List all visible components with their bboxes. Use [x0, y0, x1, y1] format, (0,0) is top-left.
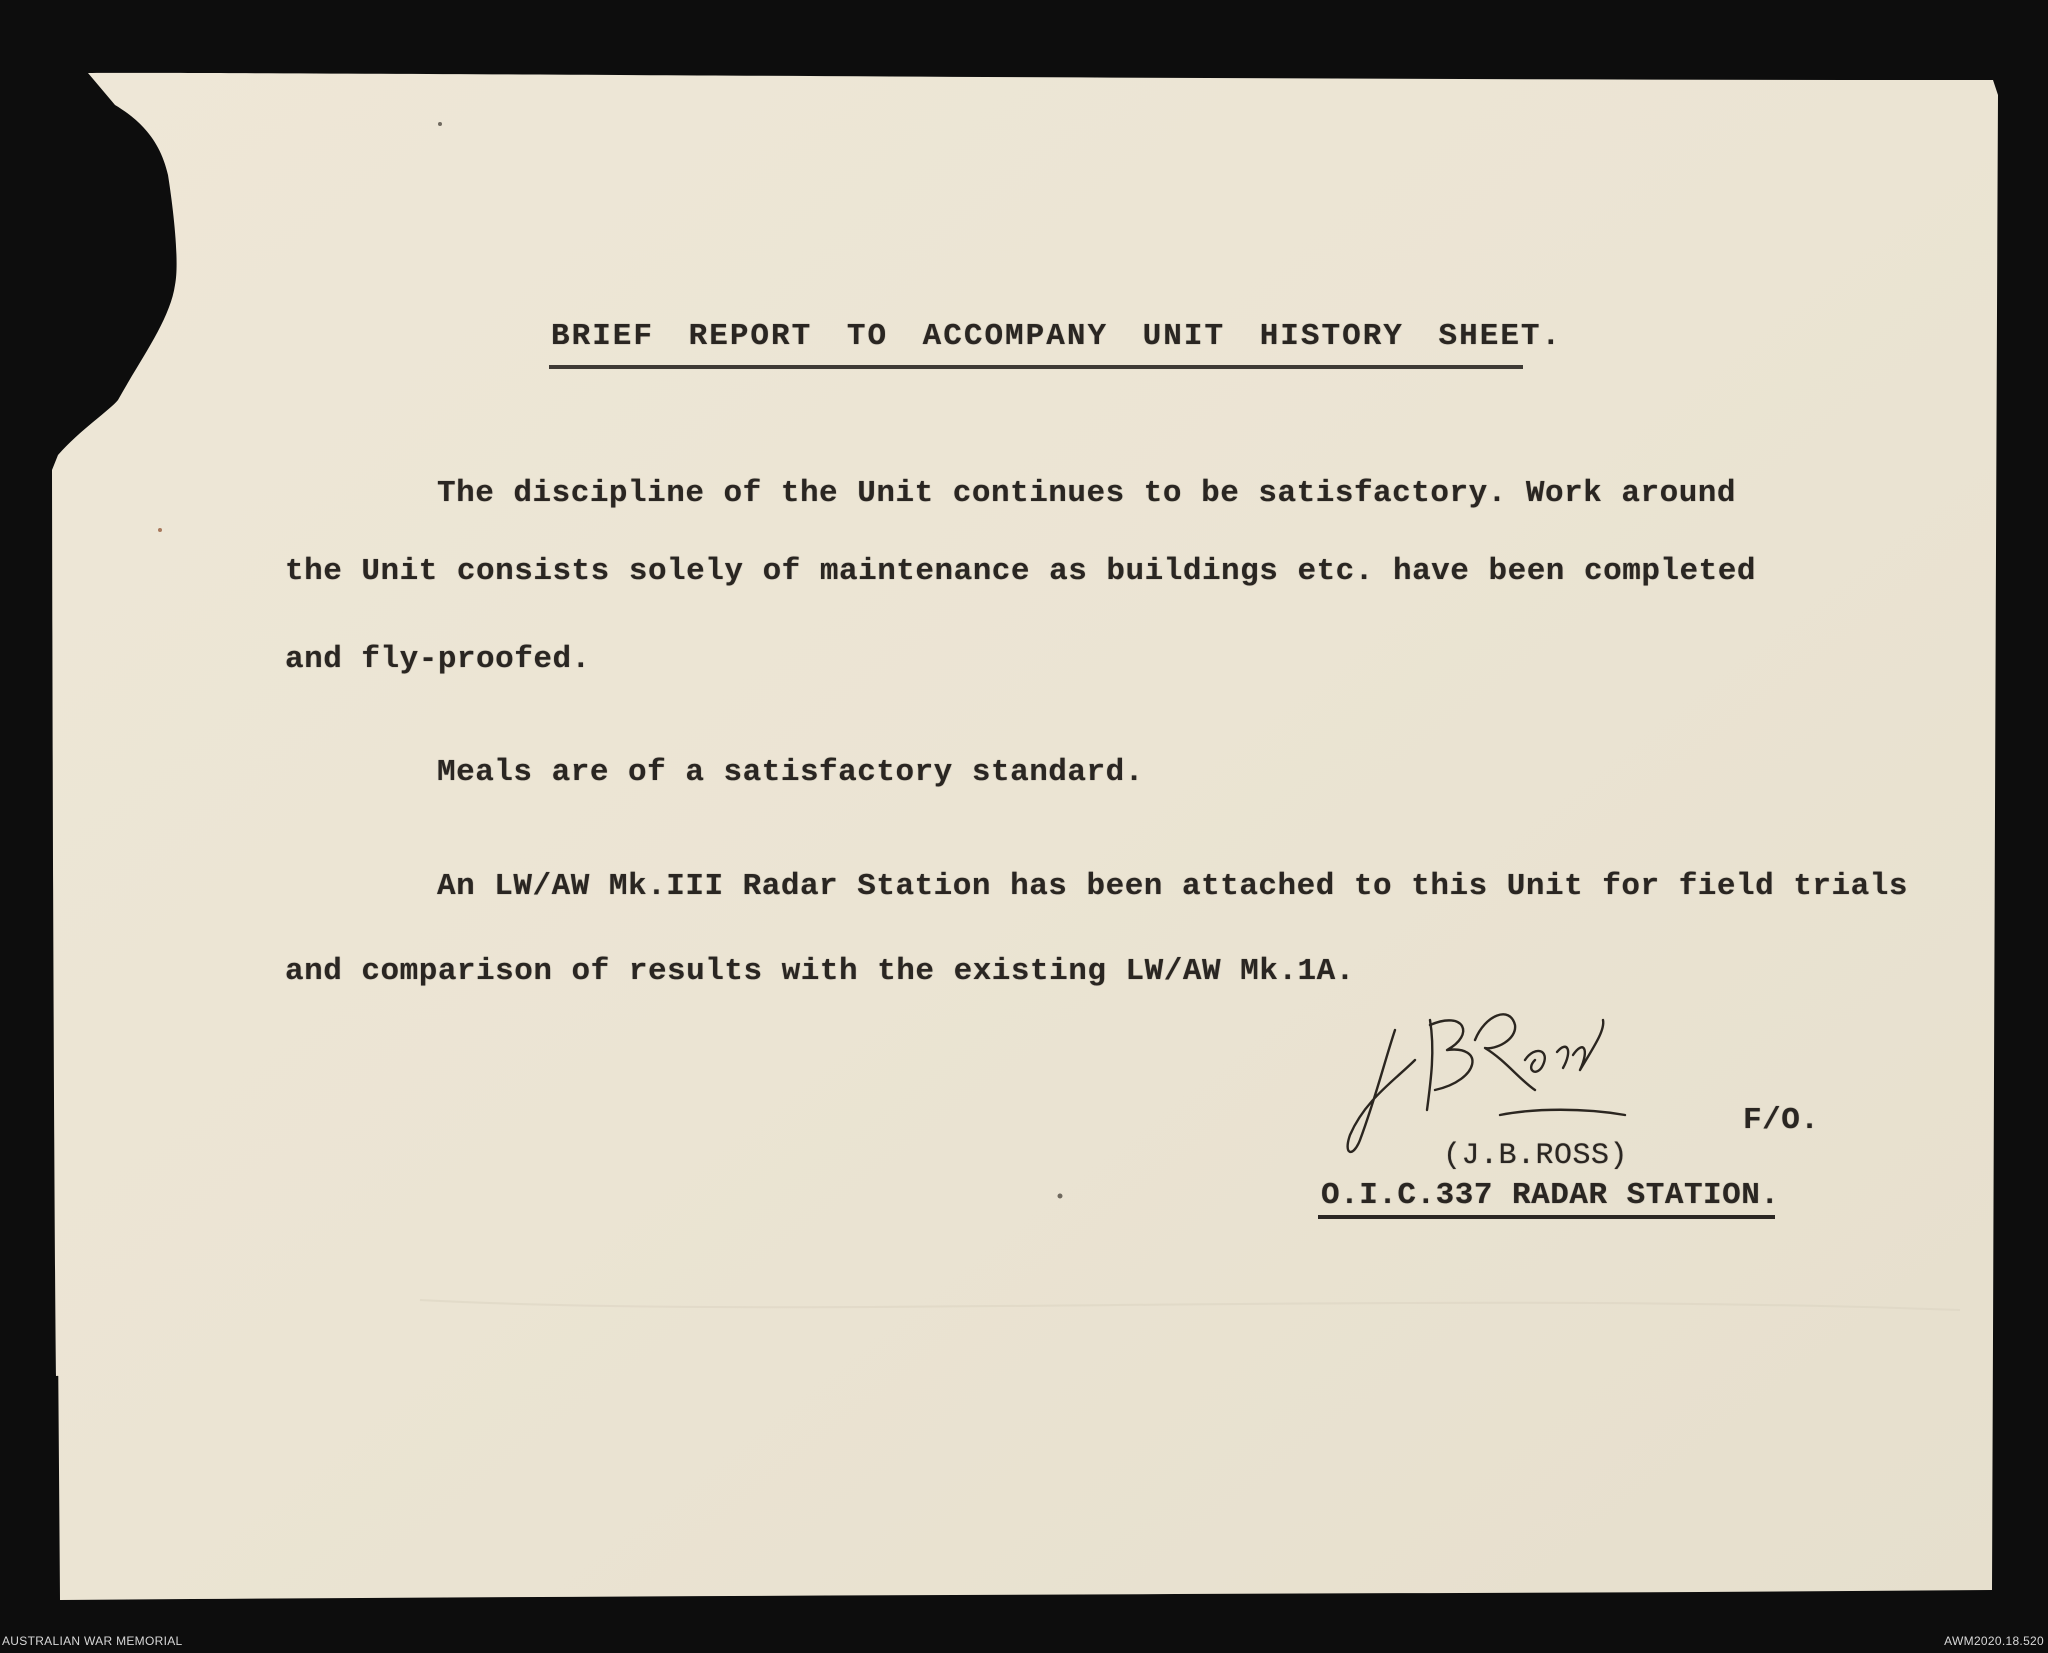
paper-speck	[438, 122, 442, 126]
signee-position: O.I.C.337 RADAR STATION.	[1321, 1178, 1780, 1213]
title-underline	[549, 365, 1523, 369]
document-title: BRIEF REPORT TO ACCOMPANY UNIT HISTORY SHEET.	[551, 319, 1563, 354]
archive-reference: AWM2020.18.520	[1944, 1634, 2044, 1648]
paragraph-2-line-1: Meals are of a satisfactory standard.	[437, 755, 1144, 790]
paragraph-1-line-3: and fly-proofed.	[285, 642, 591, 677]
signee-name: (J.B.ROSS)	[1443, 1139, 1629, 1173]
archive-credit: AUSTRALIAN WAR MEMORIAL	[2, 1634, 183, 1648]
signee-rank: F/O.	[1743, 1103, 1820, 1138]
paper-speck	[1058, 1194, 1063, 1199]
paragraph-3-line-1: An LW/AW Mk.III Radar Station has been attached to this Unit for field trials	[437, 869, 1908, 904]
paragraph-1-line-1: The discipline of the Unit continues to be satisfactory. Work around	[437, 476, 1737, 511]
paragraph-3-line-2: and comparison of results with the existing LW/AW Mk.1A.	[285, 954, 1355, 989]
paper-speck	[158, 528, 162, 532]
paragraph-1-line-2: the Unit consists solely of maintenance as buildings etc. have been completed	[285, 554, 1756, 589]
signee-underline	[1318, 1215, 1775, 1219]
paper-outline	[52, 73, 1998, 1600]
